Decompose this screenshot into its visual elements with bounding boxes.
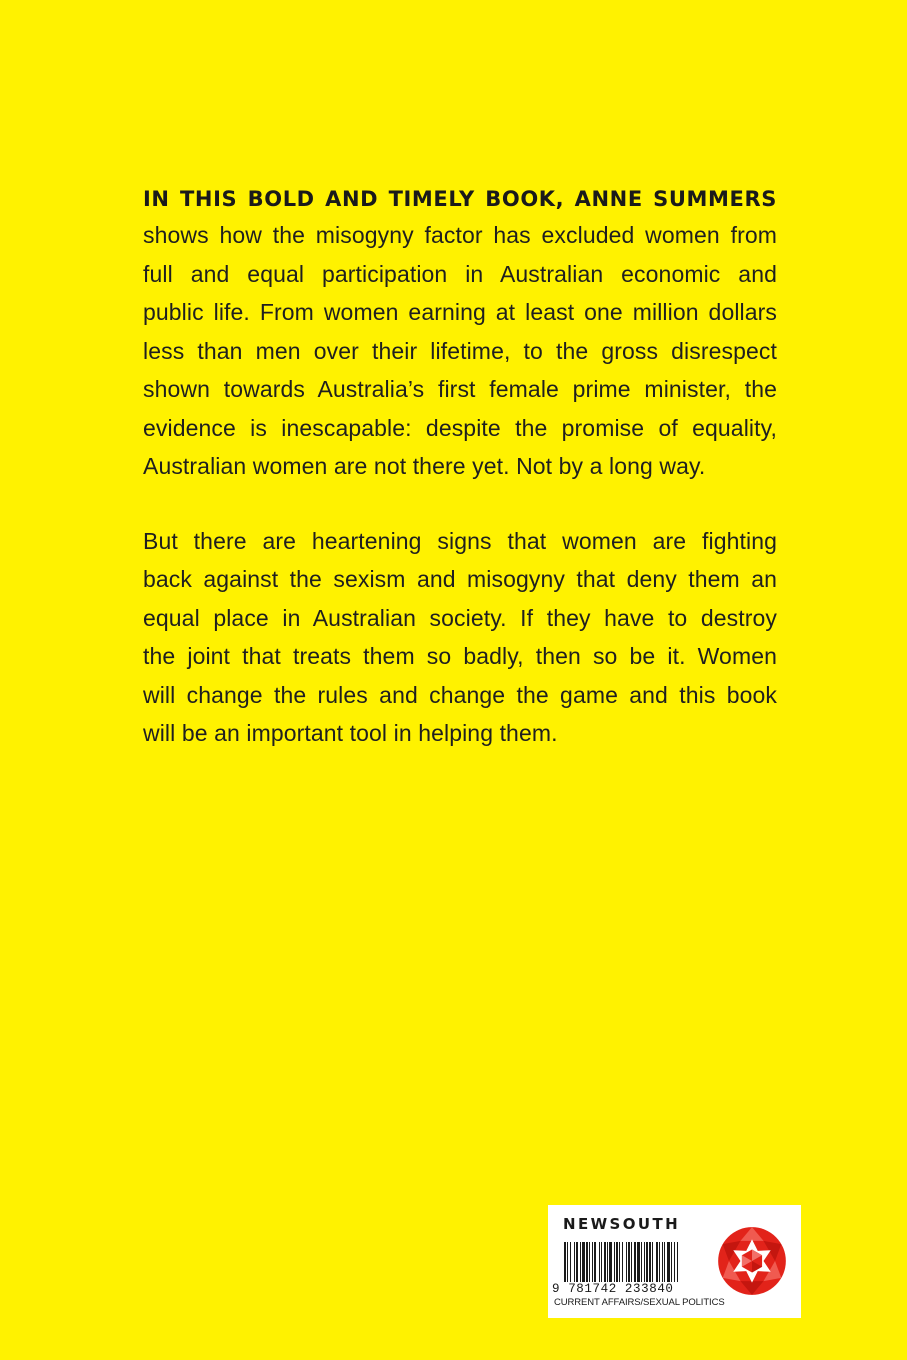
barcode-bar (564, 1242, 566, 1282)
text-line: will be an important tool in helping them. (143, 720, 558, 746)
barcode-bar (586, 1242, 588, 1282)
barcode-bar (589, 1242, 590, 1282)
barcode-bar (664, 1242, 665, 1282)
barcode-bar (614, 1242, 615, 1282)
barcode-bar (677, 1242, 678, 1282)
barcode-bar (594, 1242, 596, 1282)
newsouth-gem-logo-icon (716, 1225, 788, 1297)
text-line: shows how the misogyny factor has excluded women from (143, 222, 777, 248)
barcode-bar (641, 1242, 642, 1282)
barcode-bar (619, 1242, 620, 1282)
barcode-bar (644, 1242, 645, 1282)
text-line: the joint that treats them so badly, then so be it. Women (143, 643, 777, 669)
barcode-bar (667, 1242, 670, 1282)
text-line: But there are heartening signs that women are fighting (143, 527, 777, 554)
barcode-bar (637, 1242, 640, 1282)
blurb-lead: IN THIS BOLD AND TIMELY BOOK, ANNE SUMMERS (143, 187, 777, 211)
barcode-bar (582, 1242, 585, 1282)
text-line: shown towards Australia’s first female prime minister, the (143, 376, 777, 402)
barcode-bar (626, 1242, 627, 1282)
barcode-bar (659, 1242, 660, 1282)
barcode-bar (662, 1242, 663, 1282)
blurb-paragraph-2 (143, 522, 777, 753)
barcode-bar (616, 1242, 618, 1282)
barcode-bar (601, 1242, 602, 1282)
barcode-bar (592, 1242, 593, 1282)
barcode-bar (634, 1242, 636, 1282)
barcode-bar (567, 1242, 568, 1282)
category-label: CURRENT AFFAIRS/SEXUAL POLITICS (554, 1297, 725, 1308)
text-line: back against the sexism and misogyny that deny them an (143, 566, 777, 592)
barcode-bar (631, 1242, 632, 1282)
barcode-bar (580, 1242, 581, 1282)
isbn-barcode (564, 1242, 716, 1282)
barcode-bar (656, 1242, 658, 1282)
barcode-bar (607, 1242, 608, 1282)
barcode-bar (570, 1242, 571, 1282)
text-line: Australian women are not there yet. Not by a long way. (143, 453, 706, 479)
text-line: less than men over their lifetime, to the gross disrespect (143, 337, 777, 364)
barcode-bar (599, 1242, 600, 1282)
text-line: full and equal participation in Australian economic and (143, 260, 777, 287)
barcode-bar (646, 1242, 648, 1282)
blurb-paragraph-1 (143, 216, 777, 486)
blurb (143, 182, 777, 753)
text-line: will change the rules and change the game and this book (143, 681, 777, 708)
text-line: public life. From women earning at least one million dollars (143, 299, 777, 325)
text-line: evidence is inescapable: despite the promise of equality, (143, 414, 777, 441)
isbn-digits: 9 781742 233840 (552, 1282, 674, 1296)
barcode-bar (604, 1242, 606, 1282)
barcode-bar (622, 1242, 623, 1282)
barcode-bar (649, 1242, 651, 1282)
barcode-bar (674, 1242, 675, 1282)
barcode-bar (576, 1242, 578, 1282)
barcode-bar (574, 1242, 575, 1282)
barcode-bar (609, 1242, 612, 1282)
text-line: equal place in Australian society. If they have to destroy (143, 604, 777, 631)
barcode-bar (671, 1242, 672, 1282)
barcode-bar (628, 1242, 630, 1282)
publisher-box (548, 1205, 801, 1318)
barcode-bar (652, 1242, 653, 1282)
publisher-name: NEWSOUTH (563, 1215, 681, 1233)
